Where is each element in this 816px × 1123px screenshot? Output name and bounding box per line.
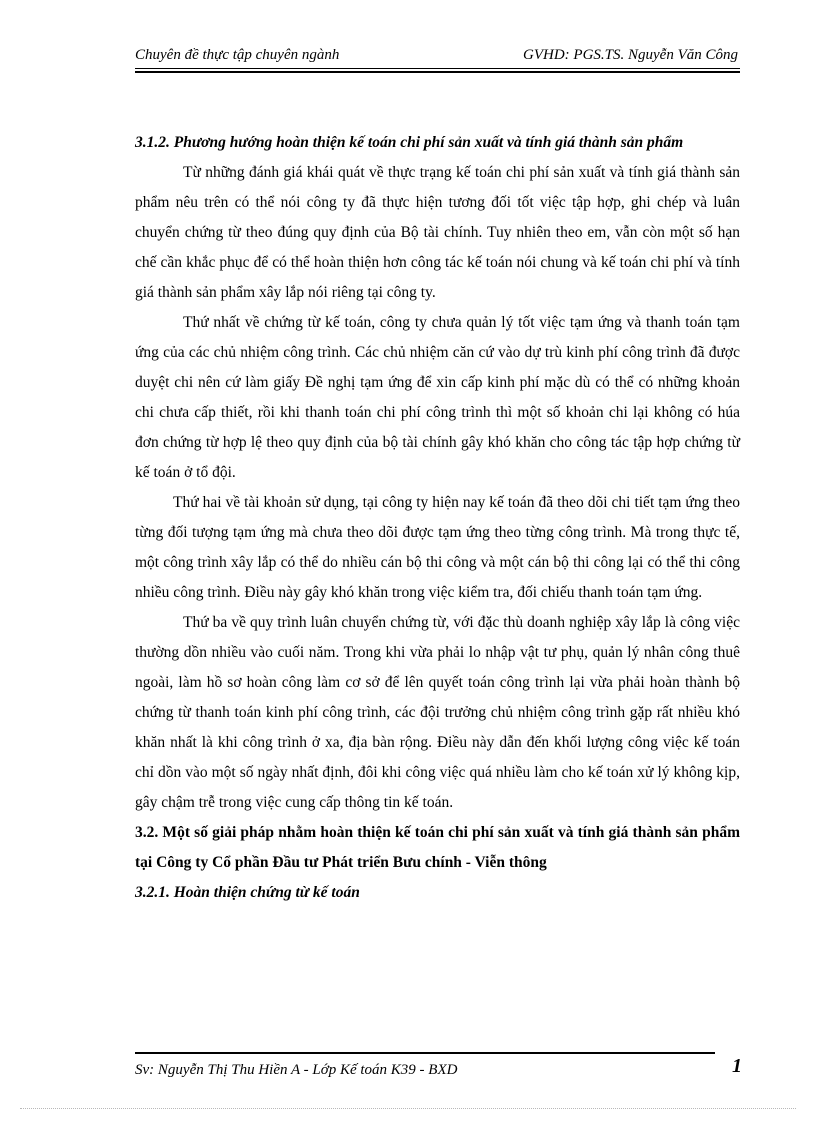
page-header bbox=[135, 44, 740, 68]
section-32-heading: 3.2. Một số giải pháp nhằm hoàn thiện kế toán chi phí sản xuất và tính giá thành sản phẩm tại Công ty Cổ phần Đầu tư Phát triển Bưu chính - Viễn thông bbox=[135, 824, 740, 871]
paragraph-intro: Từ những đánh giá khái quát về thực trạng kế toán chi phí sản xuất và tính giá thành sản phẩm nêu trên có thể nói công ty đã thực hiện tương đối tốt việc tập hợp, ghi chép và luân chuyển chứng từ theo đúng quy định của Bộ tài chính. Tuy nhiên theo em, vẫn còn một số hạn chế cần khắc phục để có thể hoàn thiện hơn công tác kế toán nói chung và kế toán chi phí và tính giá thành sản phẩm xây lắp nói riêng tại công ty. bbox=[135, 164, 740, 301]
section-312-heading: 3.1.2. Phương hướng hoàn thiện kế toán chi phí sản xuất và tính giá thành sản phẩm bbox=[135, 134, 684, 151]
footer-student-info: Sv: Nguyễn Thị Thu Hiền A - Lớp Kế toán K39 - BXD bbox=[135, 1062, 458, 1078]
header-supervisor: GVHD: PGS.TS. Nguyễn Văn Công bbox=[523, 47, 738, 63]
paragraph-first-issue: Thứ nhất về chứng từ kế toán, công ty chưa quản lý tốt việc tạm ứng và thanh toán tạm ứng của các chủ nhiệm công trình. Các chủ nhiệm căn cứ vào dự trù kinh phí công trình đã được duyệt chi nên cứ làm giấy Đề nghị tạm ứng để xin cấp kinh phí mặc dù có thể có những khoản chi chưa cấp thiết, rồi khi thanh toán chi phí công trình thì một số khoản chi lại không có húa đơn chứng từ hợp lệ theo quy định của bộ tài chính gây khó khăn cho công tác tập hợp chứng từ kế toán ở tổ đội. bbox=[135, 314, 740, 481]
header-rule-thick bbox=[135, 71, 740, 73]
page-number: 1 bbox=[732, 1055, 742, 1077]
footer-rule bbox=[135, 1052, 715, 1054]
header-course-title: Chuyên đề thực tập chuyên ngành bbox=[135, 47, 340, 63]
page-footer bbox=[135, 1052, 740, 1082]
page-bottom-divider bbox=[20, 1108, 796, 1109]
paragraph-third-issue: Thứ ba về quy trình luân chuyển chứng từ, với đặc thù doanh nghiệp xây lắp là công việc thường dồn nhiều vào cuối năm. Trong khi vừa phải lo nhập vật tư phụ, quản lý nhân công thuê ngoài, làm hồ sơ hoàn công làm cơ sở để lên quyết toán công trình lại vừa phải hoàn thành bộ chứng từ thanh toán kinh phí công trình, các đội trưởng chủ nhiệm công trình gặp rất nhiều khó khăn nhất là khi công trình ở xa, địa bàn rộng. Điều này dẫn đến khối lượng công việc kế toán chỉ dồn vào một số ngày nhất định, đôi khi công việc quá nhiều làm cho kế toán xử lý không kịp, gây chậm trễ trong việc cung cấp thông tin kế toán. bbox=[135, 614, 740, 811]
section-321-heading: 3.2.1. Hoàn thiện chứng từ kế toán bbox=[135, 884, 360, 901]
document-body bbox=[135, 128, 740, 908]
header-rule-thin bbox=[135, 68, 740, 69]
paragraph-second-issue: Thứ hai về tài khoản sử dụng, tại công ty hiện nay kế toán đã theo dõi chi tiết tạm ứng theo từng đối tượng tạm ứng mà chưa theo dõi được tạm ứng theo từng công trình. Mà trong thực tế, một công trình xây lắp có thể do nhiều cán bộ thi công và một cán bộ thi công lại có thể thi công nhiều công trình. Điều này gây khó khăn trong việc kiểm tra, đối chiếu thanh toán tạm ứng. bbox=[135, 494, 740, 601]
